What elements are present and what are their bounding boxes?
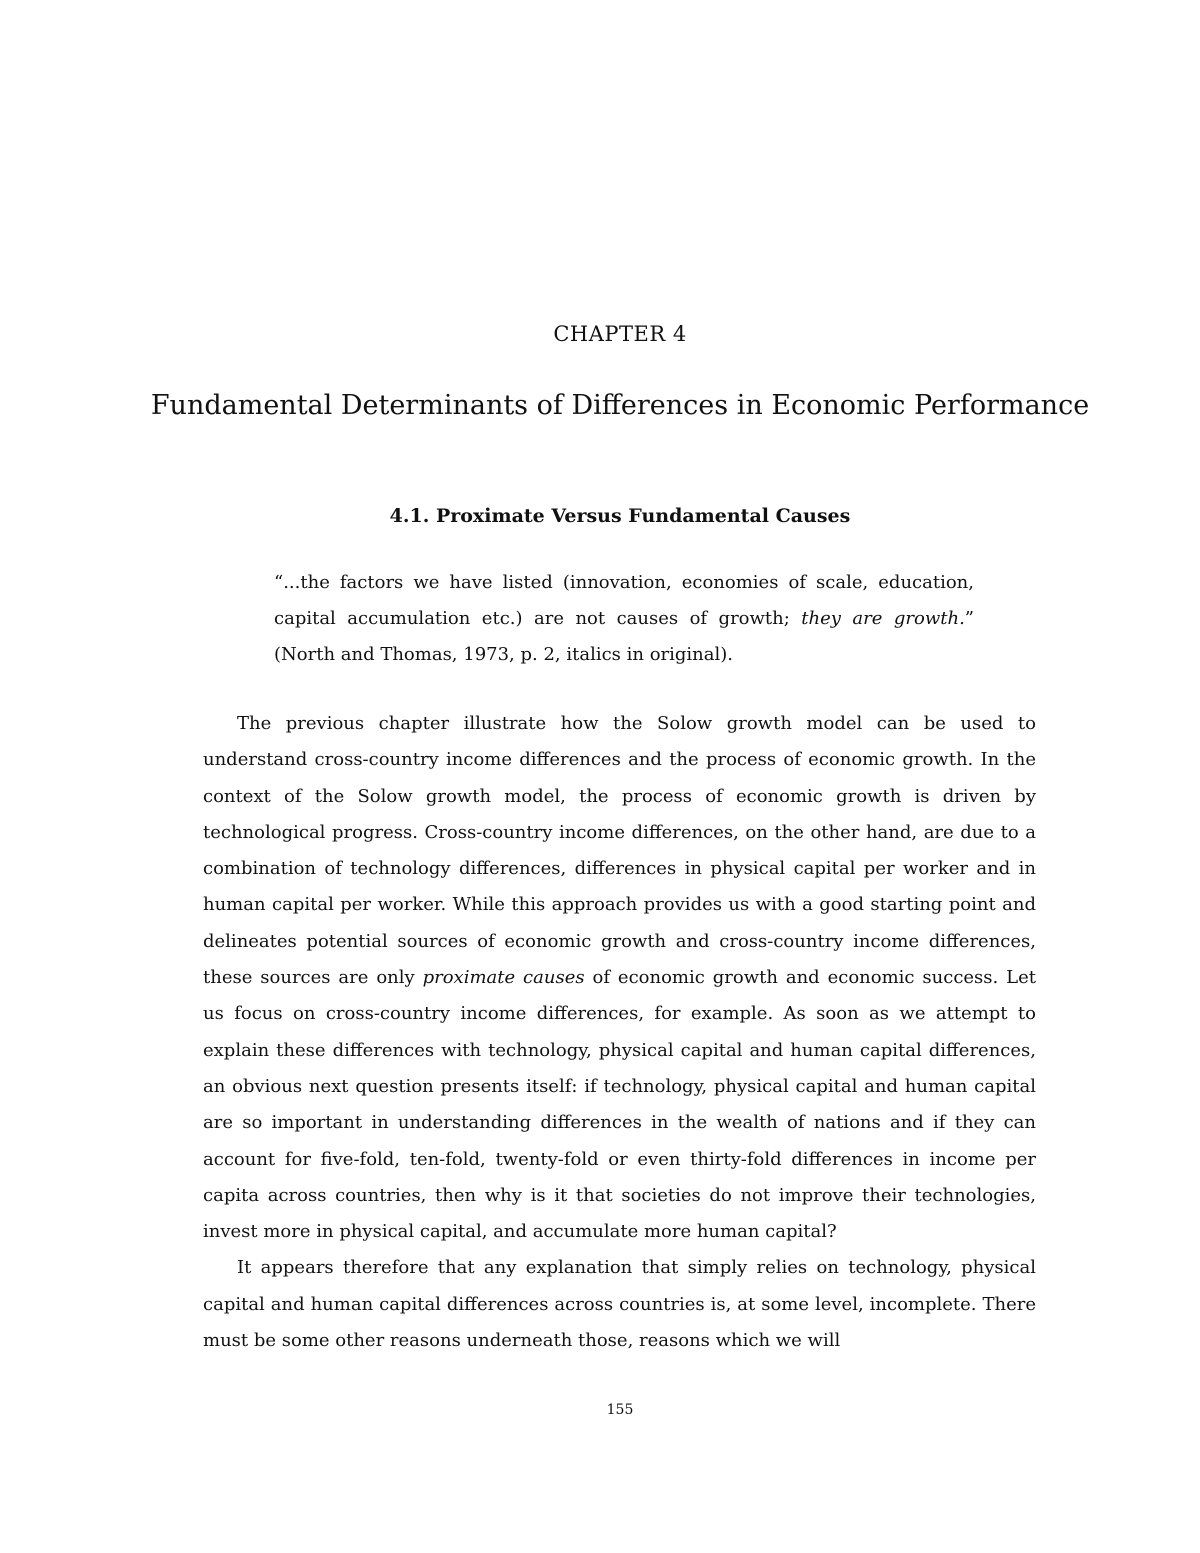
paragraph-1 [203,706,1036,1250]
chapter-label: CHAPTER 4 [553,322,687,346]
epigraph-text-start: “...the factors we have listed (innovation, economies of scale, education, capital accumulation etc.) are not causes of growth; [274,572,974,629]
chapter-title: Fundamental Determinants of Differences in Economic Performance [150,390,1090,421]
epigraph-text-italic: they are growth. [801,608,965,629]
body-text [203,706,1036,1359]
paragraph-1-part-1: The previous chapter illustrate how the Solow growth model can be used to understand cross-country income differences and the process of economic growth. In the context of the Solow growth model, the process of economic growth is driven by technological progress. Cross-country income differences, on the other hand, are due to a combination of technology differences, differences in physical capital per worker and in human capital per worker. While this approach provides us with a good starting point and delineates potential sources of economic growth and cross-country income differences, these sources are only [203,713,1036,989]
section-heading: 4.1. Proximate Versus Fundamental Causes [389,505,851,527]
paragraph-2: It appears therefore that any explanation that simply relies on technology, physical capital and human capital differences across countries is, at some level, incomplete. There must be some other reasons underneath those, reasons which we will [203,1257,1036,1352]
paragraph-1-italic: proximate causes [422,967,585,989]
epigraph-text-end: ” (North and Thomas, 1973, p. 2, italics in original). [274,608,974,665]
epigraph-quote [274,565,974,673]
paragraph-1-part-2: of economic growth and economic success. Let us focus on cross-country income differences, for example. As soon as we attempt to explain these differences with technology, physical capital and human capital differences, an obvious next question presents itself: if technology, physical capital and human capital are so important in understanding differences in the wealth of nations and if they can account for five-fold, ten-fold, twenty-fold or even thirty-fold differences in income per capita across countries, then why is it that societies do not improve their technologies, invest more in physical capital, and accumulate more human capital? [203,967,1036,1243]
page-number: 155 [606,1402,634,1418]
